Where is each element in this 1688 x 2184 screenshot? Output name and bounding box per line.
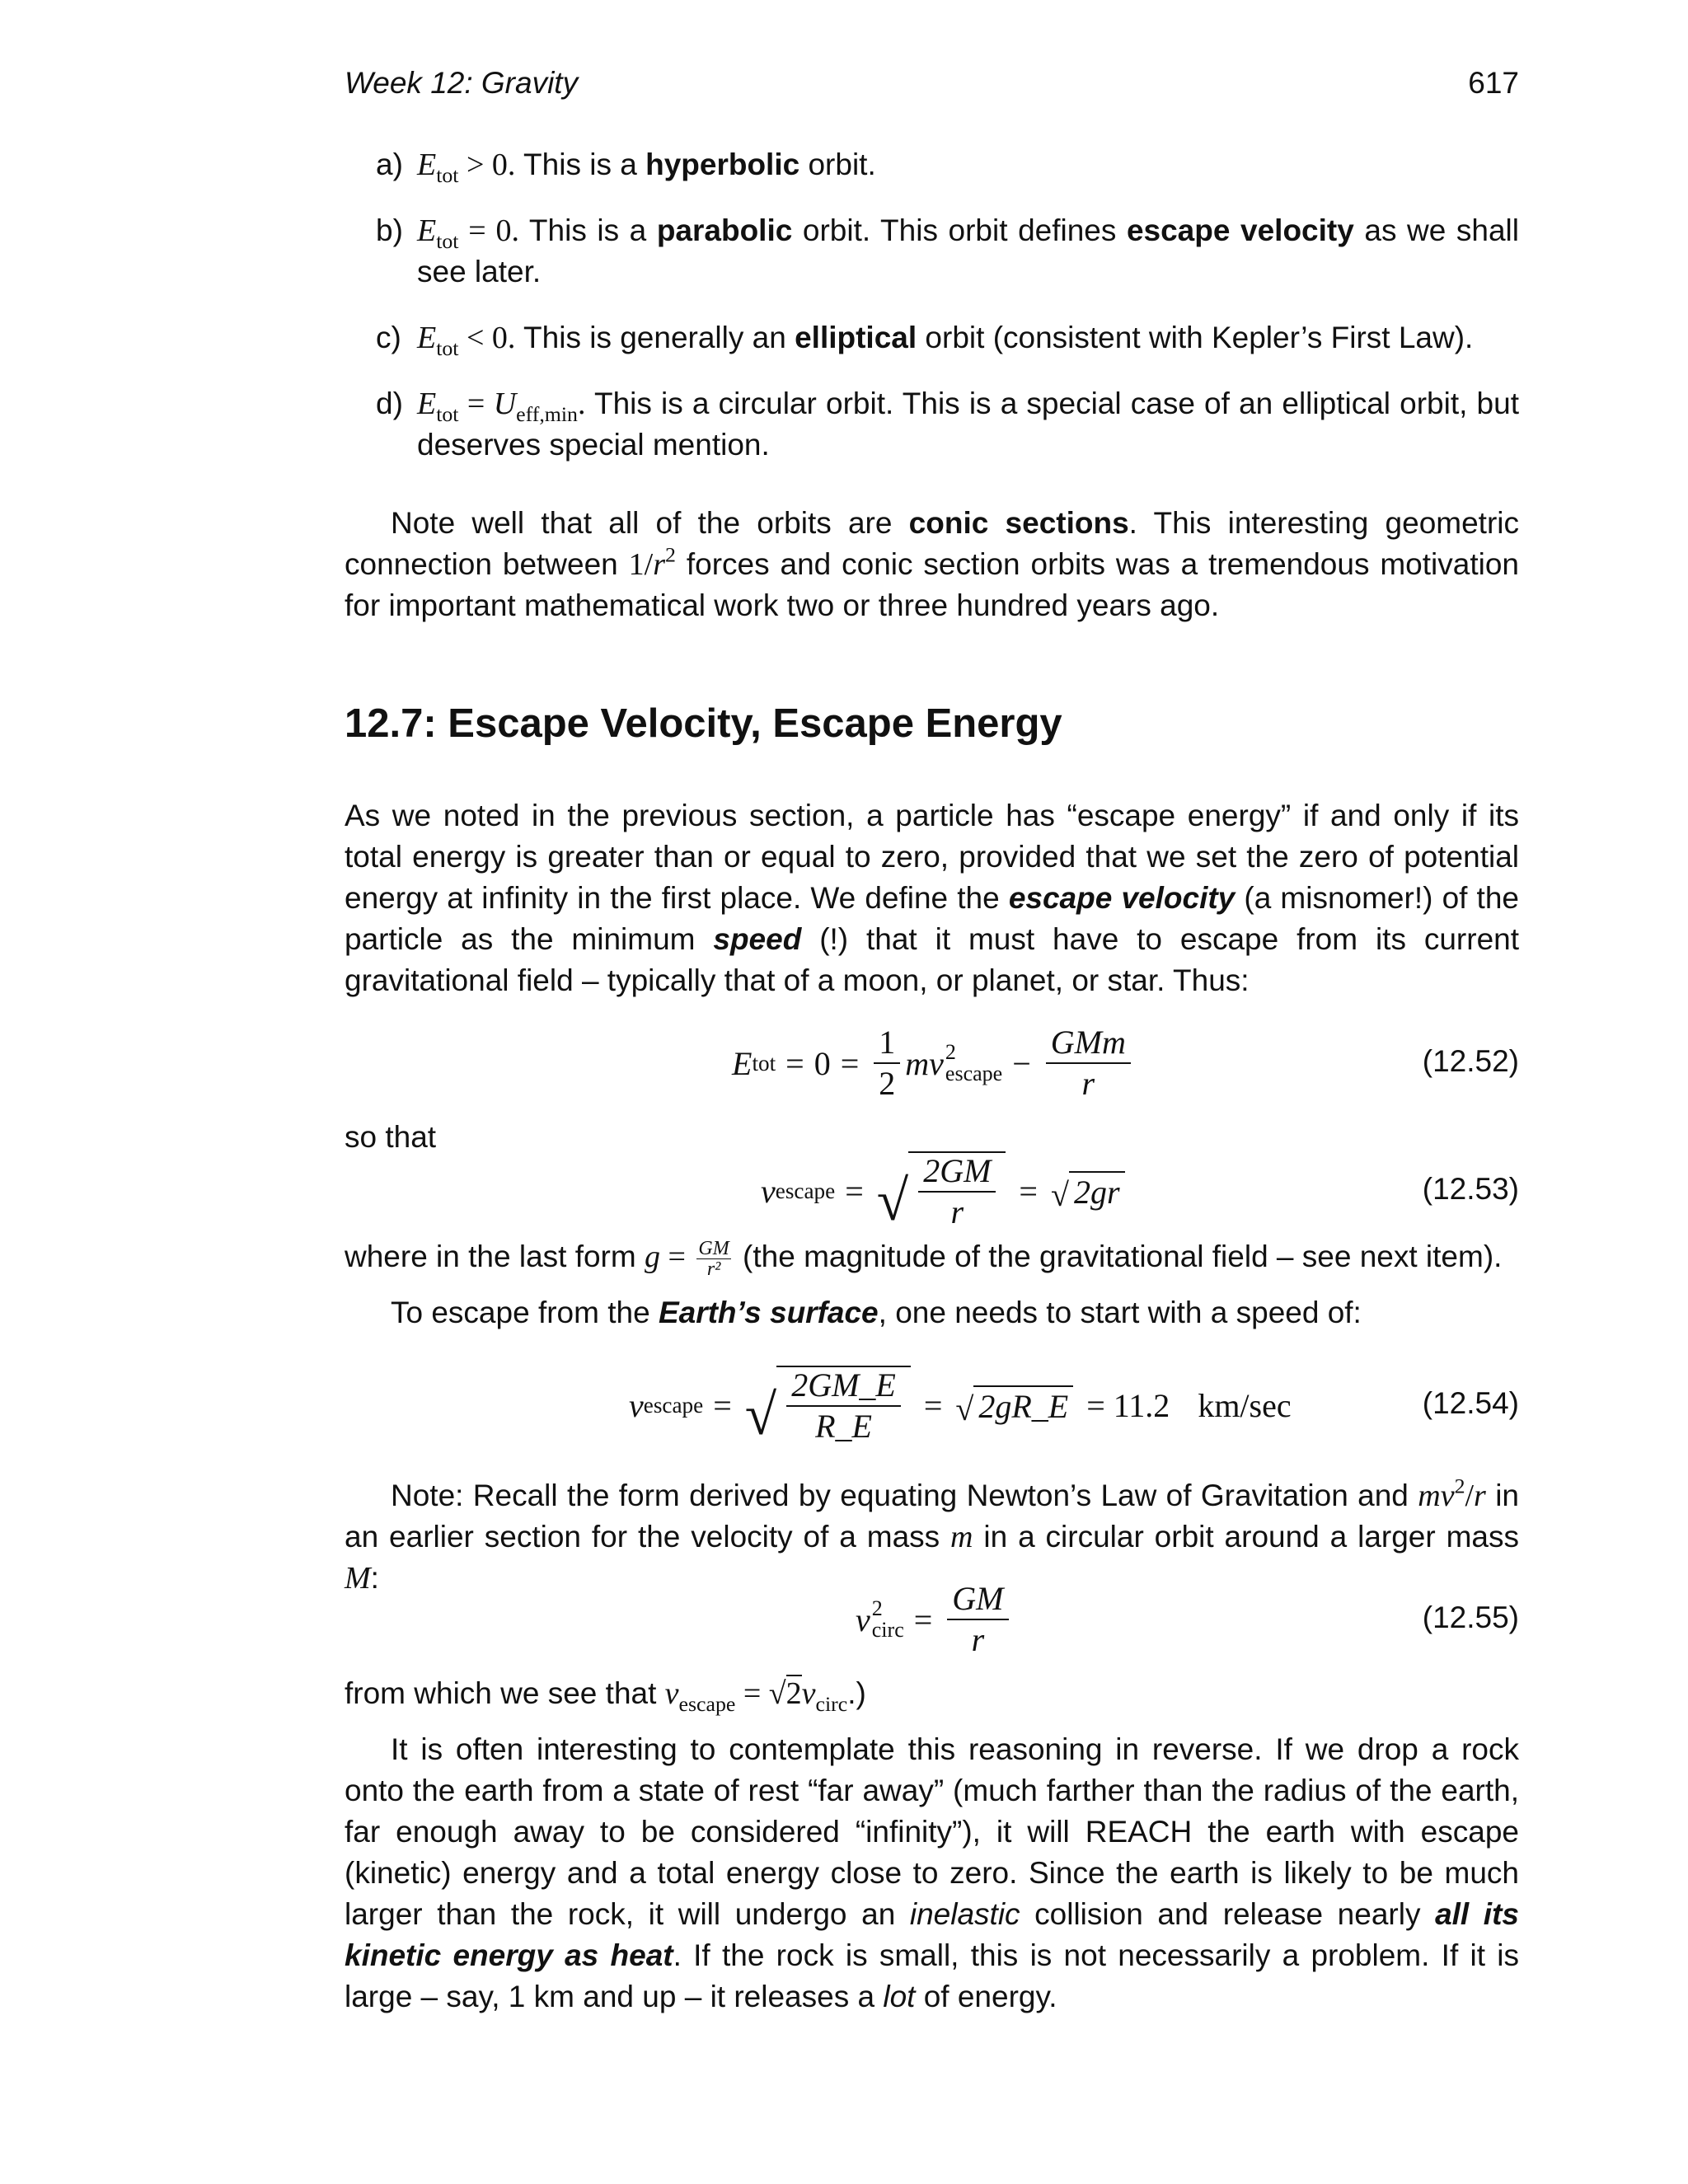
radicand: 2gr [1069, 1171, 1125, 1212]
escape-paragraph [345, 795, 1519, 1001]
from-which-line [345, 1673, 1519, 1717]
bold-term: parabolic [656, 213, 793, 247]
equation-body: v 2 circ = $\frac{GM}{r}$ [856, 1574, 1014, 1665]
fraction-numerator: 2GM_E [786, 1367, 901, 1407]
text: in an earlier section for the velocity of a mass [345, 1479, 1519, 1554]
text: forces and conic section orbits was a tremendous motivation for important mathematical work two or three hundred years ago. [345, 547, 1519, 622]
italic-term: lot [883, 1980, 916, 2013]
equation-body: E tot = 0 = $\frac{1}{2}$ mv 2 escape − $\frac{\text{GMm}}{r}$ [732, 1018, 1136, 1108]
equation-body: v escape = √ $\frac{2GM}{r}$ = √ 2gr [761, 1146, 1128, 1236]
item-text: This is generally an [515, 321, 795, 354]
text: , one needs to start with a speed of: [878, 1296, 1362, 1329]
fraction-numerator: GM [947, 1581, 1008, 1620]
text: It is often interesting to contemplate this reasoning in reverse. If we drop a rock onto the earth from a state of rest “far away” (much farther than the radius of the earth, far enough away to be considered “infinity”), it will REACH the earth with escape (kinetic) energy and a total energy close to zero. Since the earth is likely to be much larger than the rock, it will undergo an [345, 1732, 1519, 1931]
fraction-numerator: 1 [874, 1024, 900, 1064]
bold-term: elliptical [795, 321, 917, 354]
text: Note well that all of the orbits are [391, 506, 909, 540]
text: from which we see that [345, 1676, 665, 1710]
equation-number: (12.53) [1422, 1172, 1519, 1206]
item-text: as we shall see later. [417, 213, 1519, 288]
equation-12-53 [345, 1146, 1519, 1236]
item-text: This is a circular orbit. This is a special case of an elliptical orbit, but deserves special mention. [417, 387, 1519, 462]
bold-term: hyperbolic [645, 148, 800, 181]
bold-italic-term: Earth’s surface [658, 1296, 879, 1329]
item-text: This is a [519, 213, 657, 247]
text: (a misnomer!) of the particle as the minimum [345, 881, 1519, 956]
list-item [345, 144, 1519, 188]
equation-value: = 11.2 [1086, 1386, 1170, 1424]
earth-surface-line [345, 1292, 1519, 1333]
inline-math: $v_{escape} = √2v_{circ}$ [664, 1676, 848, 1717]
fraction-numerator: GMm [1046, 1024, 1131, 1064]
square-root: √ 2gR_E [955, 1385, 1073, 1426]
text: in a circular orbit around a larger mass [973, 1520, 1519, 1554]
bold-term: conic sections [908, 506, 1129, 540]
inline-math: $mv^2/r$ [1418, 1474, 1486, 1513]
fraction-denominator: r [950, 1193, 964, 1230]
list-marker: a) [376, 148, 403, 181]
text: collision and release nearly [1020, 1897, 1436, 1931]
fraction-denominator: r² [706, 1258, 721, 1280]
item-text: This is a [515, 148, 646, 181]
fraction-numerator: 2GM [918, 1153, 996, 1193]
text: . If the rock is small, this is not necessarily a problem. If it is large – say, 1 km and up – it releases a [345, 1938, 1519, 2013]
text: .) [847, 1676, 866, 1710]
text: (!) that it must have to escape from its current gravitational field – typically that of a moon, or planet, or star. Thus: [345, 922, 1519, 997]
bold-italic-term: all its kinetic energy as heat [345, 1897, 1519, 1972]
fraction-denominator: 2 [879, 1065, 896, 1102]
square-root: √ 2gr [1051, 1171, 1125, 1212]
equation-unit: km/sec [1198, 1386, 1292, 1424]
fraction-denominator: r [971, 1621, 985, 1658]
list-item [345, 383, 1519, 466]
bold-term: escape velocity [1126, 213, 1354, 247]
equation-12-52 [345, 1018, 1519, 1108]
square-root: √ $\frac{2GM}{r}$ [877, 1151, 1006, 1230]
item-text: orbit (consistent with Kepler’s First Law). [917, 321, 1474, 354]
where-line [345, 1236, 1519, 1279]
section-heading: 12.7: Escape Velocity, Escape Energy [345, 701, 1062, 746]
radicand: 2gR_E [973, 1385, 1073, 1426]
inline-math: m [950, 1520, 973, 1554]
equation-number: (12.52) [1422, 1044, 1519, 1078]
inline-fraction [696, 1239, 730, 1279]
so-that-text: so that [345, 1120, 437, 1154]
list-marker: c) [376, 321, 401, 354]
inline-equation: $E_{tot} > 0$. [417, 148, 516, 188]
bold-italic-term: speed [713, 922, 802, 956]
text: . This interesting geometric connection between [345, 506, 1520, 581]
item-text: orbit. [799, 148, 876, 181]
list-marker: d) [376, 387, 403, 420]
page-header [345, 58, 1519, 107]
square-root: √ $\frac{2GM\_E}{R\_E}$ [745, 1366, 911, 1445]
inline-equation: $E_{tot} < 0$. [417, 321, 516, 361]
italic-term: inelastic [909, 1897, 1020, 1931]
inline-math: M [345, 1561, 371, 1596]
running-title: Week 12: Gravity [345, 66, 579, 100]
item-text: orbit. This orbit defines [792, 213, 1127, 247]
inline-math: g = [644, 1240, 694, 1274]
equation-number: (12.54) [1422, 1386, 1519, 1420]
list-item [345, 210, 1519, 293]
bold-italic-term: escape velocity [1008, 881, 1236, 915]
fraction-numerator: GM [698, 1237, 729, 1259]
fraction-denominator: r [1081, 1065, 1095, 1102]
fraction-denominator: R_E [815, 1408, 872, 1445]
text: where in the last form [345, 1240, 645, 1273]
conic-paragraph [345, 503, 1519, 626]
rock-paragraph [345, 1729, 1519, 2018]
page-number: 617 [1468, 66, 1519, 100]
equation-number: (12.55) [1422, 1601, 1519, 1634]
text: of energy. [915, 1980, 1057, 2013]
inline-equation: $E_{tot} = U_{eff,min}$. [417, 387, 586, 427]
text: As we noted in the previous section, a particle has “escape energy” if and only if its total energy is greater than or equal to zero, provided that we set the zero of potential energy at infinity in the first place. We define the [345, 799, 1519, 915]
text: To escape from the [391, 1296, 659, 1329]
text: (the magnitude of the gravitational field – see next item). [734, 1240, 1503, 1273]
list-item [345, 317, 1519, 359]
equation-12-54 [345, 1360, 1519, 1451]
text: Note: Recall the form derived by equating Newton’s Law of Gravitation and [391, 1479, 1418, 1512]
inline-math: $1/r^2$ [628, 542, 676, 582]
orbit-type-list [345, 144, 1519, 490]
text: : [370, 1561, 379, 1595]
equation-body: v escape = √ $\frac{2GM\_E}{R\_E}$ = √ 2gR_E = 11.2 km/sec [629, 1366, 1292, 1447]
list-marker: b) [376, 213, 403, 247]
inline-equation: $E_{tot} = 0$. [417, 213, 520, 254]
equation-12-55 [345, 1574, 1519, 1665]
